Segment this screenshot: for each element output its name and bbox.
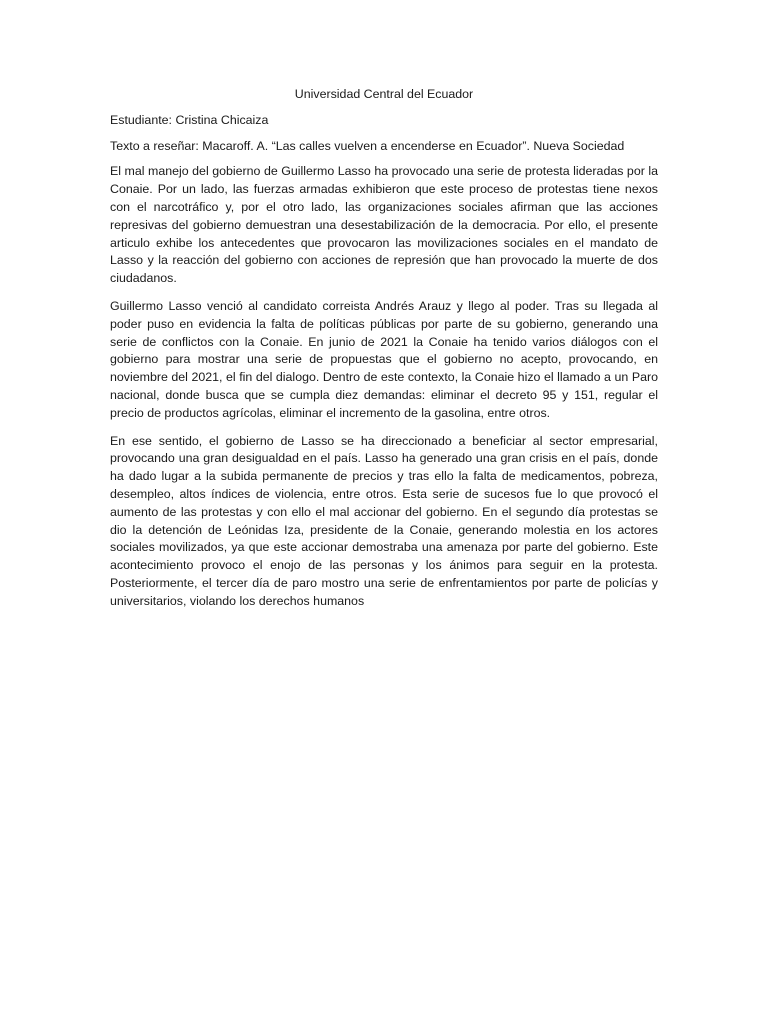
document-page	[110, 86, 658, 621]
paragraph-3: En ese sentido, el gobierno de Lasso se ha direccionado a beneficiar al sector empresarial, provocando una gran desigualdad en el país. Lasso ha generado una gran crisis en el país, donde ha dado lugar a la subida permanente de precios y tras ello la falta de medicamentos, pobreza, desempleo, altos índices de violencia, entre otros. Esta serie de sucesos fue lo que provocó el aumento de las protestas y con ello el mal accionar del gobierno. En el segundo día protestas se dio la detención de Leónidas Iza, presidente de la Conaie, generando molestia en los actores sociales movilizados, ya que este accionar demostraba una amenaza por parte del gobierno. Este acontecimiento provoco el enojo de las personas y los ánimos para seguir en la protesta. Posteriormente, el tercer día de paro mostro una serie de enfrentamientos por parte de policías y universitarios, violando los derechos humanos	[110, 433, 658, 608]
paragraph-1: El mal manejo del gobierno de Guillermo Lasso ha provocado una serie de protesta lideradas por la Conaie. Por un lado, las fuerzas armadas exhibieron que este proceso de protestas tiene nexos con el narcotráfico y, por el otro lado, las organizaciones sociales afirman que las acciones represivas del gobierno demuestran una desestabilización de la democracia. Por ello, el presente articulo exhibe los antecedentes que provocaron las movilizaciones sociales en el mandato de Lasso y la reacción del gobierno con acciones de represión que han provocado la muerte de dos ciudadanos.	[110, 164, 658, 286]
document-title: Universidad Central del Ecuador	[294, 87, 474, 101]
student-line: Estudiante: Cristina Chicaiza	[110, 112, 269, 127]
paragraph-2: Guillermo Lasso venció al candidato correista Andrés Arauz y llego al poder. Tras su llegada al poder puso en evidencia la falta de políticas públicas por parte de su gobierno, generando una serie de conflictos con la Conaie. En junio de 2021 la Conaie ha tenido varios diálogos con el gobierno para mostrar una serie de propuestas que el gobierno no acepto, provocando, en noviembre del 2021, el fin del dialogo. Dentro de este contexto, la Conaie hizo el llamado a un Paro nacional, donde busca que se cumpla diez demandas: eliminar el decreto 95 y 151, regular el precio de productos agrícolas, eliminar el incremento de la gasolina, entre otros.	[110, 298, 658, 420]
review-line: Texto a reseñar: Macaroff. A. “Las calles vuelven a encenderse en Ecuador”. Nueva Sociedad	[110, 138, 625, 153]
